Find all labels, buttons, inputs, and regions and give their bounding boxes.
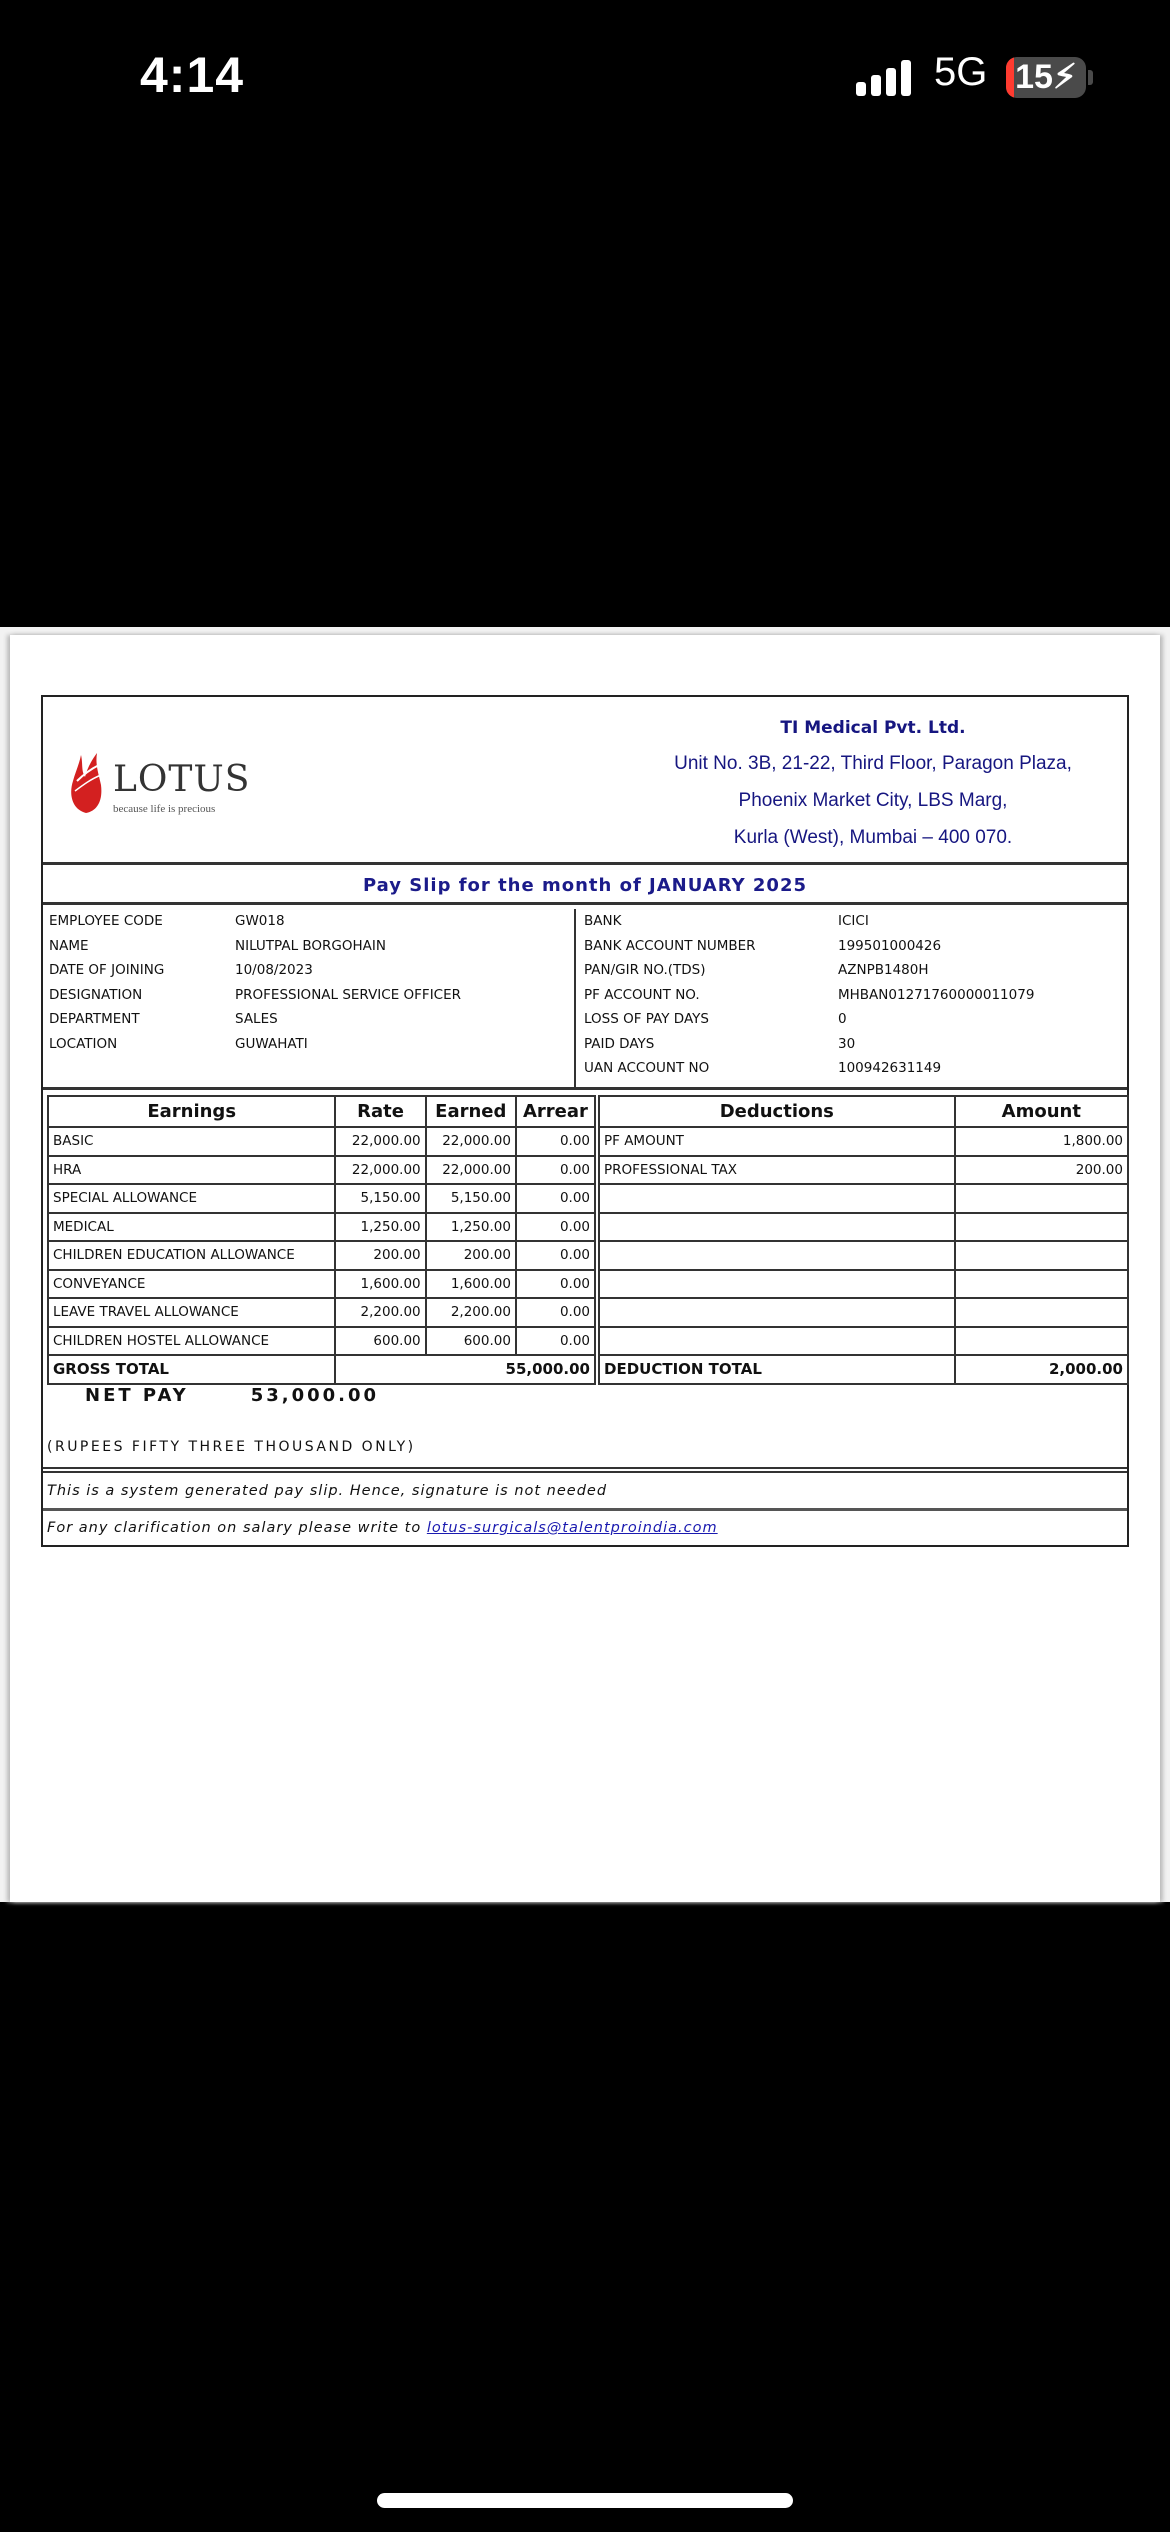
company-name: TI Medical Pvt. Ltd. (780, 718, 966, 738)
info-value: ICICI (838, 913, 869, 929)
cellular-signal-icon (856, 60, 916, 96)
pay-slip (41, 695, 1129, 1547)
info-row (578, 1007, 1128, 1032)
battery-tip (1088, 70, 1093, 85)
home-indicator[interactable] (377, 2493, 793, 2508)
column-header: Rate (335, 1096, 425, 1127)
table-row (599, 1327, 1128, 1356)
info-value: GW018 (235, 913, 285, 929)
system-generated-note: This is a system generated pay slip. Hence, signature is not needed (47, 1483, 608, 1499)
info-label: DESIGNATION (49, 986, 143, 1003)
table-header-row (599, 1096, 1128, 1127)
earning-name: MEDICAL (48, 1213, 335, 1242)
net-pay-in-words: (RUPEES FIFTY THREE THOUSAND ONLY) (47, 1439, 416, 1455)
deduction-total-label: DEDUCTION TOTAL (599, 1355, 955, 1384)
earning-name: HRA (48, 1156, 335, 1185)
info-value: NILUTPAL BORGOHAIN (235, 937, 386, 954)
info-value: GUWAHATI (235, 1035, 308, 1052)
table-row (48, 1298, 595, 1327)
contact-email-link[interactable]: lotus-surgicals@talentproindia.com (426, 1520, 718, 1536)
info-label: EMPLOYEE CODE (49, 913, 163, 929)
company-address-line: Kurla (West), Mumbai – 400 070. (733, 827, 1013, 848)
info-row (578, 958, 1128, 983)
info-value: 100942631149 (838, 1060, 942, 1076)
contact-prefix: For any clarification on salary please write to (47, 1520, 427, 1536)
slip-title-row (43, 867, 1127, 905)
net-pay-label: NET PAY (85, 1385, 189, 1406)
earning-name: CHILDREN HOSTEL ALLOWANCE (48, 1327, 335, 1356)
divider (43, 1087, 1127, 1090)
earning-earned: 22,000.00 (426, 1156, 516, 1185)
deduction-amount (955, 1213, 1128, 1242)
table-row (48, 1156, 595, 1185)
info-value: 30 (838, 1035, 856, 1052)
network-type: 5G (934, 50, 988, 94)
info-row (578, 983, 1128, 1008)
earning-name: LEAVE TRAVEL ALLOWANCE (48, 1298, 335, 1327)
contact-line (47, 1512, 718, 1544)
column-header: Deductions (599, 1096, 955, 1127)
earning-rate: 600.00 (335, 1327, 425, 1356)
info-row (43, 983, 574, 1008)
info-value: AZNPB1480H (838, 962, 929, 978)
earnings-table (47, 1095, 596, 1385)
company-address-line: Phoenix Market City, LBS Marg, (738, 790, 1008, 811)
column-header: Earned (426, 1096, 516, 1127)
info-row (578, 1032, 1128, 1057)
earning-arrear: 0.00 (516, 1156, 595, 1185)
earning-name: CONVEYANCE (48, 1270, 335, 1299)
earning-earned: 200.00 (426, 1241, 516, 1270)
deduction-name: PF AMOUNT (599, 1127, 955, 1156)
bank-info (578, 909, 1128, 1087)
earning-earned: 22,000.00 (426, 1127, 516, 1156)
info-label: DEPARTMENT (49, 1011, 140, 1027)
info-row (43, 934, 574, 959)
earning-name: BASIC (48, 1127, 335, 1156)
table-row (48, 1327, 595, 1356)
status-time: 4:14 (140, 47, 245, 103)
info-label: PAID DAYS (584, 1035, 655, 1052)
divider (43, 1508, 1127, 1511)
deduction-amount (955, 1327, 1128, 1356)
earning-earned: 5,150.00 (426, 1184, 516, 1213)
info-row (43, 1032, 574, 1057)
info-label: BANK ACCOUNT NUMBER (584, 937, 756, 954)
column-header: Earnings (48, 1096, 335, 1127)
earning-rate: 5,150.00 (335, 1184, 425, 1213)
info-value: 0 (838, 1011, 847, 1027)
gross-total-label: GROSS TOTAL (48, 1355, 335, 1384)
deduction-name: PROFESSIONAL TAX (599, 1156, 955, 1185)
table-row (599, 1213, 1128, 1242)
info-row (43, 909, 574, 934)
deduction-name (599, 1298, 955, 1327)
info-label: LOCATION (49, 1035, 118, 1052)
deduction-total-value: 2,000.00 (955, 1355, 1128, 1384)
gross-total-row (48, 1355, 595, 1384)
earning-earned: 1,600.00 (426, 1270, 516, 1299)
info-row (43, 958, 574, 983)
deduction-total-row (599, 1355, 1128, 1384)
info-value: PROFESSIONAL SERVICE OFFICER (235, 986, 462, 1003)
earning-arrear: 0.00 (516, 1241, 595, 1270)
earning-arrear: 0.00 (516, 1270, 595, 1299)
column-header: Amount (955, 1096, 1128, 1127)
info-value: SALES (235, 1011, 278, 1027)
company-logo (63, 745, 263, 823)
info-row (578, 934, 1128, 959)
table-row (599, 1270, 1128, 1299)
deduction-amount (955, 1298, 1128, 1327)
table-row (48, 1241, 595, 1270)
info-value: 199501000426 (838, 937, 942, 954)
net-pay-value: 53,000.00 (250, 1385, 380, 1406)
earning-earned: 2,200.00 (426, 1298, 516, 1327)
table-row (599, 1241, 1128, 1270)
deductions-table (598, 1095, 1129, 1385)
deduction-name (599, 1270, 955, 1299)
earning-arrear: 0.00 (516, 1298, 595, 1327)
document-page (10, 635, 1160, 1902)
earning-rate: 22,000.00 (335, 1127, 425, 1156)
deduction-name (599, 1327, 955, 1356)
earning-arrear: 0.00 (516, 1127, 595, 1156)
earning-name: SPECIAL ALLOWANCE (48, 1184, 335, 1213)
battery-icon (1006, 57, 1086, 98)
info-label: PAN/GIR NO.(TDS) (584, 962, 706, 978)
earning-earned: 1,250.00 (426, 1213, 516, 1242)
info-row (578, 1056, 1128, 1081)
earning-arrear: 0.00 (516, 1213, 595, 1242)
earning-rate: 200.00 (335, 1241, 425, 1270)
logo-wordmark: LOTUS (113, 759, 251, 800)
lotus-flame-icon (69, 751, 103, 813)
earning-rate: 2,200.00 (335, 1298, 425, 1327)
earning-rate: 22,000.00 (335, 1156, 425, 1185)
net-pay (85, 1385, 379, 1406)
company-block (653, 711, 1093, 856)
table-row (48, 1270, 595, 1299)
deduction-amount (955, 1184, 1128, 1213)
earning-arrear: 0.00 (516, 1184, 595, 1213)
slip-header (43, 697, 1127, 865)
table-header-row (48, 1096, 595, 1127)
table-row (599, 1298, 1128, 1327)
info-value: MHBAN01271760000011079 (838, 986, 1035, 1003)
deduction-amount: 200.00 (955, 1156, 1128, 1185)
table-row (48, 1127, 595, 1156)
gross-total-value: 55,000.00 (335, 1355, 595, 1384)
info-row (578, 909, 1128, 934)
table-row (599, 1127, 1128, 1156)
earning-rate: 1,250.00 (335, 1213, 425, 1242)
table-row (599, 1184, 1128, 1213)
earning-earned: 600.00 (426, 1327, 516, 1356)
earning-rate: 1,600.00 (335, 1270, 425, 1299)
info-label: DATE OF JOINING (49, 962, 165, 978)
deduction-name (599, 1213, 955, 1242)
charging-bolt-icon: ⚡︎ (1052, 58, 1077, 96)
info-value: 10/08/2023 (235, 962, 313, 978)
info-row (43, 1007, 574, 1032)
deduction-name (599, 1184, 955, 1213)
info-label: LOSS OF PAY DAYS (584, 1011, 709, 1027)
slip-title: Pay Slip for the month of JANUARY 2025 (362, 875, 808, 896)
deduction-name (599, 1241, 955, 1270)
employee-info (43, 909, 576, 1087)
deduction-amount (955, 1270, 1128, 1299)
earning-arrear: 0.00 (516, 1327, 595, 1356)
double-divider (43, 1467, 1127, 1473)
deduction-amount (955, 1241, 1128, 1270)
battery-level: 15 (1015, 58, 1053, 96)
deduction-amount: 1,800.00 (955, 1127, 1128, 1156)
info-label: BANK (584, 913, 622, 929)
status-bar (0, 0, 1170, 150)
logo-tagline: because life is precious (113, 803, 216, 815)
company-address-line: Unit No. 3B, 21-22, Third Floor, Paragon Plaza, (674, 753, 1072, 774)
info-label: PF ACCOUNT NO. (584, 986, 700, 1003)
earning-name: CHILDREN EDUCATION ALLOWANCE (48, 1241, 335, 1270)
table-row (599, 1156, 1128, 1185)
table-row (48, 1184, 595, 1213)
column-header: Arrear (516, 1096, 595, 1127)
info-label: NAME (49, 937, 89, 954)
info-label: UAN ACCOUNT NO (584, 1060, 710, 1076)
table-row (48, 1213, 595, 1242)
document-viewer[interactable] (0, 627, 1170, 1902)
